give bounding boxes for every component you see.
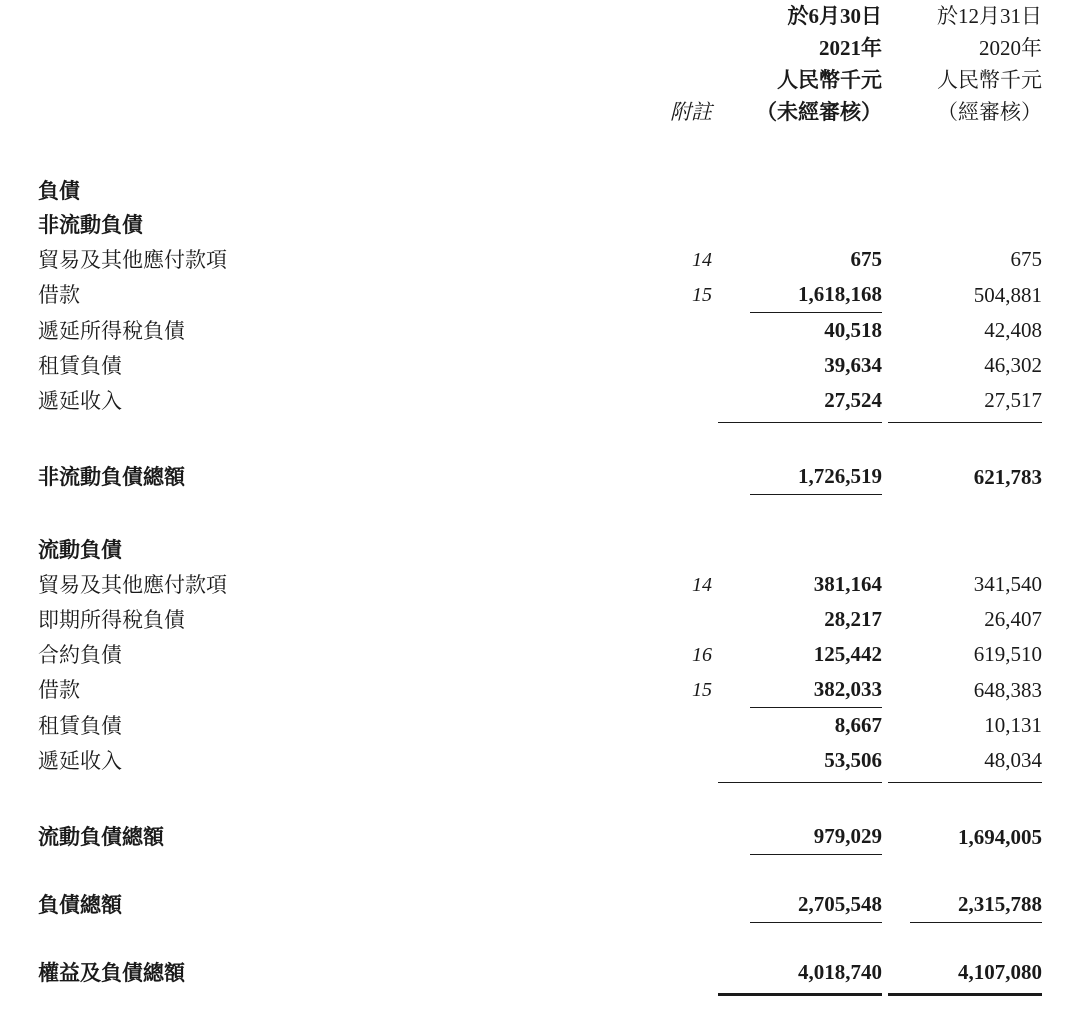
row-label: 貿易及其他應付款項 bbox=[38, 572, 227, 597]
row-label: 遞延收入 bbox=[38, 388, 122, 413]
total-row-liabilities bbox=[38, 887, 1048, 923]
value-text: 26,407 bbox=[984, 607, 1042, 631]
table-row bbox=[38, 602, 1048, 637]
row-label: 遞延收入 bbox=[38, 748, 122, 773]
subtotal-rule bbox=[38, 778, 1048, 787]
value-text: 4,018,740 bbox=[798, 960, 882, 984]
row-current-value bbox=[718, 708, 888, 743]
row-prior-value bbox=[888, 672, 1048, 708]
total-row-current bbox=[38, 819, 1048, 855]
row-prior-value bbox=[888, 637, 1048, 672]
row-current-value bbox=[718, 672, 888, 708]
prior-year-line: 2020年 bbox=[979, 36, 1042, 60]
prior-date-line: 於12月31日 bbox=[937, 4, 1042, 28]
current-audit-line: （未經審核） bbox=[756, 100, 882, 124]
table-row bbox=[38, 348, 1048, 383]
section-title-text: 非流動負債 bbox=[38, 213, 143, 237]
header-col-current bbox=[718, 0, 888, 128]
row-prior-value bbox=[888, 887, 1048, 923]
row-prior-value bbox=[888, 242, 1048, 277]
row-label: 流動負債總額 bbox=[38, 825, 164, 849]
value-text: 48,034 bbox=[984, 748, 1042, 772]
table-row bbox=[38, 242, 1048, 277]
value-text: 621,783 bbox=[973, 464, 1042, 489]
note-heading-text: 附註 bbox=[670, 100, 712, 124]
value-text: 125,442 bbox=[813, 642, 882, 666]
table-row bbox=[38, 672, 1048, 708]
value-text: 1,618,168 bbox=[750, 277, 882, 313]
row-label: 租賃負債 bbox=[38, 353, 122, 378]
table-row bbox=[38, 743, 1048, 778]
value-text: 40,518 bbox=[824, 318, 882, 342]
table-header-row bbox=[38, 0, 1048, 128]
value-text: 27,517 bbox=[984, 388, 1042, 412]
value-text: 27,524 bbox=[824, 388, 882, 412]
value-text: 8,667 bbox=[834, 713, 882, 737]
header-col-prior bbox=[888, 0, 1048, 128]
table-row bbox=[38, 383, 1048, 418]
row-prior-value bbox=[888, 708, 1048, 743]
row-prior-value bbox=[888, 348, 1048, 383]
section-heading-non-current bbox=[38, 208, 1048, 242]
row-prior-value bbox=[888, 955, 1048, 990]
row-current-value bbox=[718, 637, 888, 672]
row-gap bbox=[38, 923, 1048, 955]
section-heading-liabilities bbox=[38, 174, 1048, 208]
row-label: 負債總額 bbox=[38, 893, 122, 917]
row-note: 14 bbox=[692, 248, 712, 271]
subtotal-rule bbox=[38, 418, 1048, 427]
row-label: 即期所得稅負債 bbox=[38, 607, 185, 632]
total-row-equity-and-liabilities bbox=[38, 955, 1048, 990]
section-title-text: 流動負債 bbox=[38, 538, 122, 562]
row-prior-value bbox=[888, 819, 1048, 855]
total-row-non-current bbox=[38, 459, 1048, 495]
row-label: 貿易及其他應付款項 bbox=[38, 247, 227, 272]
value-text: 39,634 bbox=[824, 353, 882, 377]
value-text: 2,705,548 bbox=[750, 887, 882, 923]
row-note: 15 bbox=[692, 284, 712, 306]
row-current-value bbox=[718, 348, 888, 383]
row-prior-value bbox=[888, 277, 1048, 313]
value-text: 341,540 bbox=[973, 572, 1042, 596]
value-text: 675 bbox=[1010, 247, 1042, 271]
value-text: 979,029 bbox=[750, 819, 882, 855]
row-note: 15 bbox=[692, 679, 712, 701]
row-prior-value bbox=[888, 313, 1048, 348]
row-label: 遞延所得稅負債 bbox=[38, 318, 185, 343]
table-row bbox=[38, 567, 1048, 602]
value-text: 504,881 bbox=[973, 282, 1042, 307]
value-text: 2,315,788 bbox=[910, 887, 1042, 923]
row-prior-value bbox=[888, 567, 1048, 602]
current-year-line: 2021年 bbox=[819, 36, 882, 60]
row-current-value bbox=[718, 459, 888, 495]
liabilities-table bbox=[38, 0, 1048, 999]
header-blank bbox=[38, 0, 598, 128]
table-row bbox=[38, 313, 1048, 348]
row-note: 14 bbox=[692, 573, 712, 596]
row-gap bbox=[38, 427, 1048, 459]
row-note bbox=[598, 383, 718, 418]
row-note: 16 bbox=[692, 643, 712, 666]
row-gap bbox=[38, 787, 1048, 819]
value-text: 382,033 bbox=[750, 672, 882, 708]
row-label: 租賃負債 bbox=[38, 713, 122, 738]
row-current-value bbox=[718, 313, 888, 348]
row-prior-value bbox=[888, 383, 1048, 418]
row-label: 借款 bbox=[38, 283, 80, 307]
prior-unit-line: 人民幣千元 bbox=[937, 68, 1042, 92]
value-text: 53,506 bbox=[824, 748, 882, 772]
table-row bbox=[38, 637, 1048, 672]
grand-total-rule bbox=[38, 990, 1048, 999]
section-title-text: 負債 bbox=[38, 179, 80, 203]
value-text: 675 bbox=[850, 247, 882, 271]
table-row bbox=[38, 708, 1048, 743]
row-prior-value bbox=[888, 602, 1048, 637]
value-text: 10,131 bbox=[984, 713, 1042, 737]
row-prior-value bbox=[888, 743, 1048, 778]
value-text: 28,217 bbox=[824, 607, 882, 631]
value-text: 381,164 bbox=[813, 572, 882, 596]
row-note bbox=[598, 708, 718, 743]
value-text: 648,383 bbox=[973, 677, 1042, 702]
current-unit-line: 人民幣千元 bbox=[777, 68, 882, 92]
row-gap bbox=[38, 855, 1048, 887]
row-prior-value bbox=[888, 459, 1048, 495]
value-text: 4,107,080 bbox=[958, 960, 1042, 984]
header-spacer bbox=[38, 128, 1048, 174]
row-note bbox=[598, 348, 718, 383]
table-row bbox=[38, 277, 1048, 313]
value-text: 619,510 bbox=[973, 642, 1042, 666]
value-text: 46,302 bbox=[984, 353, 1042, 377]
row-current-value bbox=[718, 955, 888, 990]
row-label: 合約負債 bbox=[38, 642, 122, 667]
row-current-value bbox=[718, 887, 888, 923]
value-text: 1,694,005 bbox=[958, 824, 1042, 849]
row-note bbox=[598, 602, 718, 637]
row-current-value bbox=[718, 602, 888, 637]
row-label: 借款 bbox=[38, 678, 80, 702]
row-current-value bbox=[718, 242, 888, 277]
row-note bbox=[598, 313, 718, 348]
prior-audit-line: （經審核） bbox=[937, 100, 1042, 124]
row-current-value bbox=[718, 819, 888, 855]
row-current-value bbox=[718, 277, 888, 313]
header-note-label bbox=[598, 0, 718, 128]
row-current-value bbox=[718, 743, 888, 778]
current-date-line: 於6月30日 bbox=[787, 4, 882, 28]
section-heading-current bbox=[38, 533, 1048, 567]
row-current-value bbox=[718, 567, 888, 602]
row-current-value bbox=[718, 383, 888, 418]
row-gap bbox=[38, 495, 1048, 533]
value-text: 1,726,519 bbox=[750, 459, 882, 495]
row-note bbox=[598, 743, 718, 778]
row-label: 非流動負債總額 bbox=[38, 465, 185, 489]
row-label: 權益及負債總額 bbox=[38, 960, 185, 985]
value-text: 42,408 bbox=[984, 318, 1042, 342]
